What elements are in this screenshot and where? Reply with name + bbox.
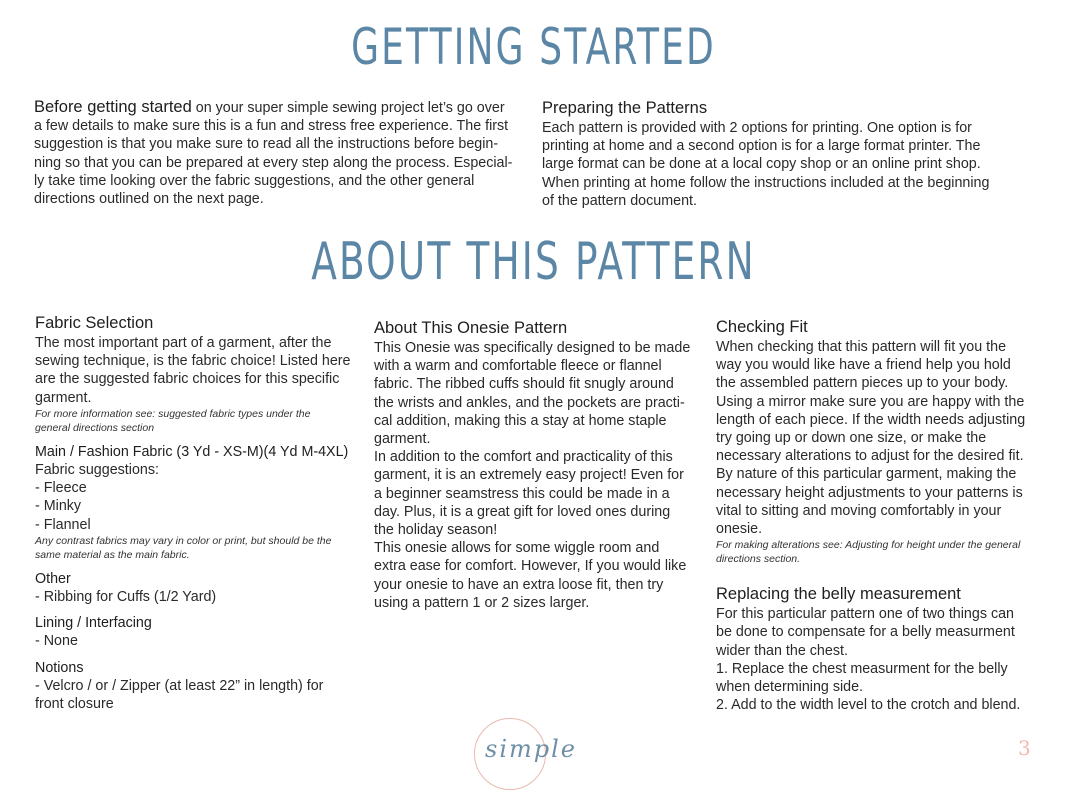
- onesie-line: This onesie allows for some wiggle room and: [374, 540, 660, 557]
- fit-line: By nature of this particular garment, making the: [716, 466, 1017, 483]
- before-line-5: ly take time looking over the fabric suggestions, and the other general: [34, 172, 475, 189]
- main-fabric-line: - Flannel: [35, 516, 91, 533]
- onesie-line: using a pattern 1 or 2 sizes larger.: [374, 594, 590, 611]
- about-onesie-column: [374, 318, 704, 612]
- fabric-line: garment.: [35, 389, 92, 406]
- onesie-line: with a warm and comfortable fleece or flannel: [374, 358, 662, 375]
- fit-line: onesie.: [716, 521, 763, 538]
- simple-logo-text: simple: [485, 735, 577, 763]
- main-fabric-note: Any contrast fabrics may vary in color or print, but should be the: [35, 534, 332, 547]
- fit-title: Checking Fit: [716, 318, 808, 336]
- notions-line: front closure: [35, 696, 114, 713]
- other-title: Other: [35, 570, 71, 587]
- page-number: 3: [1018, 736, 1031, 760]
- belly-line: For this particular pattern one of two things can: [716, 606, 1015, 623]
- onesie-line: the holiday season!: [374, 522, 498, 539]
- preparing-line: printing at home and a second option is for a large format printer. The: [542, 138, 981, 155]
- preparing-line: of the pattern document.: [542, 192, 697, 209]
- main-fabric-title: Main / Fashion Fabric (3 Yd - XS-M)(4 Yd M-4XL): [35, 443, 349, 460]
- fabric-line: are the suggested fabric choices for this specific: [35, 371, 340, 388]
- belly-line: when determining side.: [716, 679, 864, 696]
- main-fabric-line: Fabric suggestions:: [35, 462, 159, 479]
- preparing-title: Preparing the Patterns: [542, 99, 708, 117]
- onesie-title: About This Onesie Pattern: [374, 319, 568, 337]
- onesie-line: In addition to the comfort and practicality of this: [374, 449, 673, 466]
- fit-line: way you would like have a friend help you hold: [716, 357, 1011, 374]
- onesie-line: garment.: [374, 431, 431, 448]
- onesie-line: day. Plus, it is a great gift for loved ones during: [374, 503, 671, 520]
- checking-fit-column: [716, 317, 1046, 714]
- main-fabric-note: same material as the main fabric.: [35, 548, 190, 561]
- fit-line: length of each piece. If the width needs adjusting: [716, 411, 1026, 428]
- before-line-4: ning so that you can be prepared at every step along the process. Especial-: [34, 154, 513, 171]
- preparing-patterns-section: [542, 98, 1034, 210]
- fit-line: Using a mirror make sure you are happy with the: [716, 393, 1025, 410]
- fit-note: For making alterations see: Adjusting for height under the general: [716, 539, 1021, 552]
- fit-note: directions section.: [716, 553, 801, 566]
- fabric-line: The most important part of a garment, after the: [35, 335, 332, 351]
- onesie-line: This Onesie was specifically designed to be made: [374, 340, 691, 356]
- onesie-line: garment, it is an extremely easy project! Even for: [374, 467, 684, 484]
- other-line: - Ribbing for Cuffs (1/2 Yard): [35, 589, 217, 606]
- main-fabric-line: - Minky: [35, 498, 82, 515]
- fit-line: necessary height adjustments to your patterns is: [716, 484, 1023, 501]
- fabric-title: Fabric Selection: [35, 314, 154, 332]
- before-lead: Before getting started: [34, 98, 192, 116]
- before-getting-started-section: [34, 98, 526, 208]
- fit-line: When checking that this pattern will fit you the: [716, 339, 1007, 355]
- notions-line: - Velcro / or / Zipper (at least 22” in length) for: [35, 677, 324, 694]
- before-line-3: suggestion is that you make sure to read all the instructions before begin-: [34, 136, 499, 153]
- belly-line: wider than the chest.: [716, 642, 848, 659]
- fit-line: vital to sitting and moving comfortably in your: [716, 502, 1002, 519]
- preparing-line: When printing at home follow the instructions included at the beginning: [542, 174, 990, 191]
- fabric-line: sewing technique, is the fabric choice! Listed here: [35, 353, 351, 370]
- before-text-1: on your super simple sewing project let’s go over: [191, 100, 505, 116]
- onesie-line: cal addition, making this a stay at home staple: [374, 412, 667, 429]
- before-line-6: directions outlined on the next page.: [34, 191, 264, 208]
- fit-line: try going up or down one size, or make the: [716, 430, 987, 447]
- notions-title: Notions: [35, 659, 84, 676]
- lining-line: - None: [35, 633, 78, 650]
- belly-line: 1. Replace the chest measurment for the belly: [716, 660, 1008, 677]
- belly-line: 2. Add to the width level to the crotch and blend.: [716, 697, 1021, 714]
- getting-started-heading: GETTING STARTED: [351, 18, 716, 76]
- belly-line: be done to compensate for a belly measurment: [716, 624, 1015, 641]
- lining-title: Lining / Interfacing: [35, 615, 152, 632]
- fabric-note: general directions section: [35, 421, 155, 434]
- preparing-line: large format can be done at a local copy shop or an online print shop.: [542, 156, 981, 173]
- onesie-line: the wrists and ankles, and the pockets are practi-: [374, 394, 685, 411]
- about-pattern-heading: ABOUT THIS PATTERN: [311, 232, 756, 292]
- before-line-1: [34, 98, 526, 117]
- fabric-selection-column: [35, 313, 365, 713]
- fabric-note: For more information see: suggested fabric types under the: [35, 407, 311, 420]
- preparing-line: Each pattern is provided with 2 options for printing. One option is for: [542, 120, 972, 136]
- fit-line: the assembled pattern pieces up to your body.: [716, 375, 1009, 392]
- before-line-2: a few details to make sure this is a fun and stress free experience. The first: [34, 118, 509, 135]
- onesie-line: fabric. The ribbed cuffs should fit snugly around: [374, 376, 674, 393]
- belly-title: Replacing the belly measurement: [716, 585, 961, 604]
- onesie-line: your onesie to have an extra loose fit, then try: [374, 576, 664, 593]
- onesie-line: a beginner seamstress this could be made in a: [374, 485, 670, 502]
- main-fabric-line: - Fleece: [35, 480, 87, 497]
- fit-line: necessary alterations to adjust for the desired fit.: [716, 448, 1024, 465]
- onesie-line: extra ease for comfort. However, If you would like: [374, 558, 687, 575]
